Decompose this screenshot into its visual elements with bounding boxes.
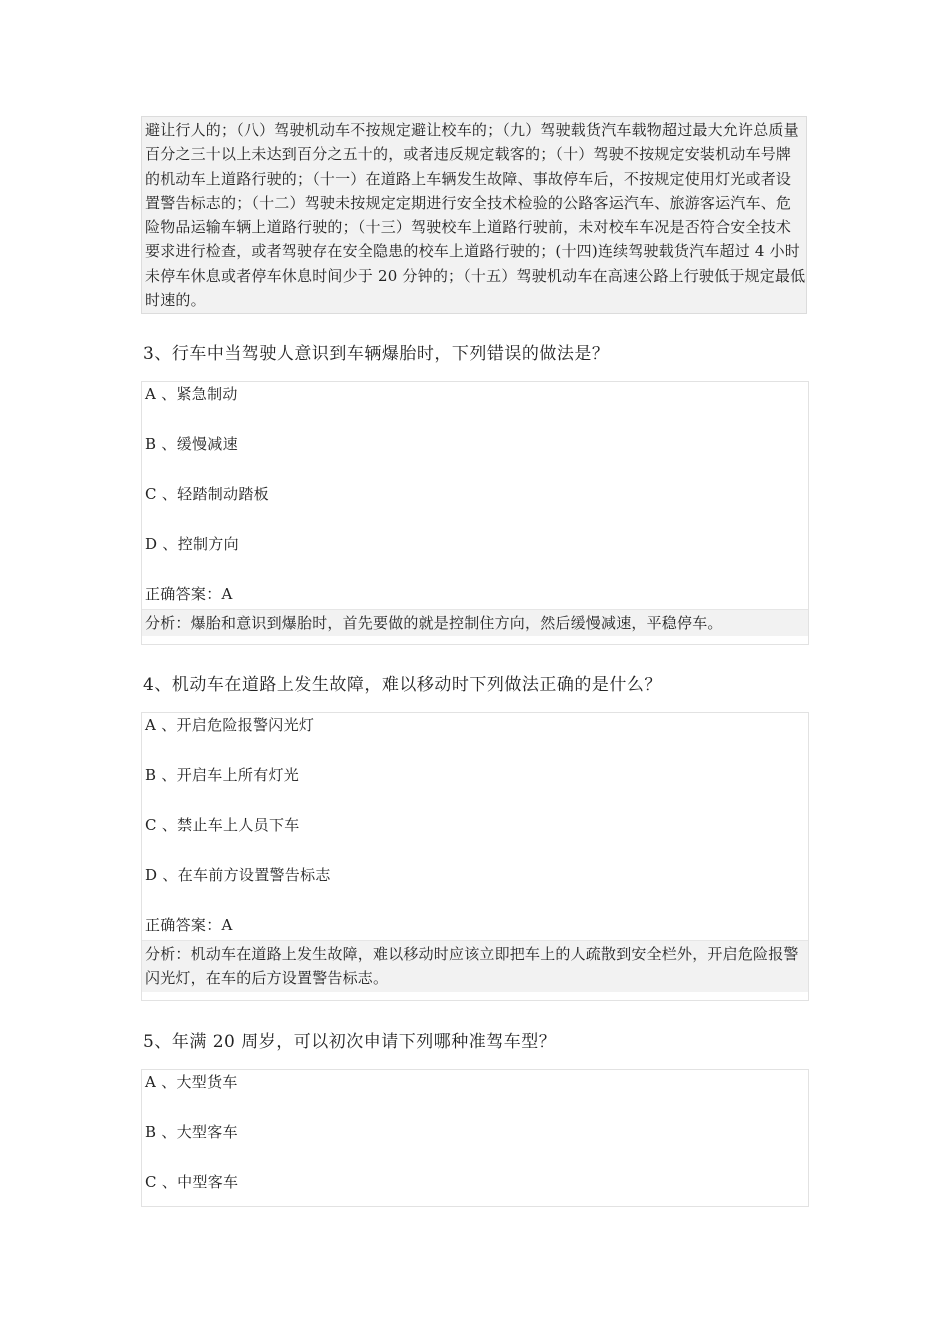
question-4-title: 4、机动车在道路上发生故障，难以移动时下列做法正确的是什么？: [143, 675, 662, 695]
question-3-option-a[interactable]: A 、紧急制动: [145, 385, 238, 403]
question-4-option-b[interactable]: B 、开启车上所有灯光: [145, 766, 300, 784]
question-5-option-a[interactable]: A 、大型货车: [145, 1073, 238, 1091]
question-5-option-c[interactable]: C 、中型客车: [145, 1173, 239, 1191]
question-4-answer: 正确答案：A: [145, 916, 233, 934]
question-5-title: 5、年满 20 周岁，可以初次申请下列哪种准驾车型？: [143, 1032, 557, 1052]
question-5-option-b[interactable]: B 、大型客车: [145, 1123, 238, 1141]
question-4-analysis: 分析：机动车在道路上发生故障，难以移动时应该立即把车上的人疏散到安全栏外，开启危险报警闪光灯，在车的后方设置警告标志。: [142, 940, 808, 992]
previous-question-analysis: 避让行人的；（八）驾驶机动车不按规定避让校车的；（九）驾驶载货汽车载物超过最大允许总质量百分之三十以上未达到百分之五十的，或者违反规定载客的；（十）驾驶不按规定安装机动车号牌的机动车上道路行驶的；（十一）在道路上车辆发生故障、事故停车后，不按规定使用灯光或者设置警告标志的；（十二）驾驶未按规定定期进行安全技术检验的公路客运汽车、旅游客运汽车、危险物品运输车辆上道路行驶的；（十三）驾驶校车上道路行驶前，未对校车车况是否符合安全技术要求进行检查，或者驾驶存在安全隐患的校车上道路行驶的；(十四)连续驾驶载货汽车超过 4 小时未停车休息或者停车休息时间少于 20 分钟的；（十五）驾驶机动车在高速公路上行驶低于规定最低时速的。: [141, 116, 807, 314]
question-4-option-c[interactable]: C 、禁止车上人员下车: [145, 816, 300, 834]
question-4-option-a[interactable]: A 、开启危险报警闪光灯: [145, 716, 315, 734]
question-3-analysis: 分析：爆胎和意识到爆胎时，首先要做的就是控制住方向，然后缓慢减速，平稳停车。: [142, 609, 808, 636]
question-3-options: [141, 381, 809, 645]
question-4-option-d[interactable]: D 、在车前方设置警告标志: [145, 866, 331, 884]
question-3-option-b[interactable]: B 、缓慢减速: [145, 435, 238, 453]
question-3-title: 3、行车中当驾驶人意识到车辆爆胎时，下列错误的做法是？: [143, 344, 610, 364]
question-3-answer: 正确答案：A: [145, 585, 233, 603]
question-5-options: [141, 1069, 809, 1207]
question-3-option-d[interactable]: D 、控制方向: [145, 535, 239, 553]
question-3-option-c[interactable]: C 、轻踏制动踏板: [145, 485, 269, 503]
question-4-options: [141, 712, 809, 1001]
